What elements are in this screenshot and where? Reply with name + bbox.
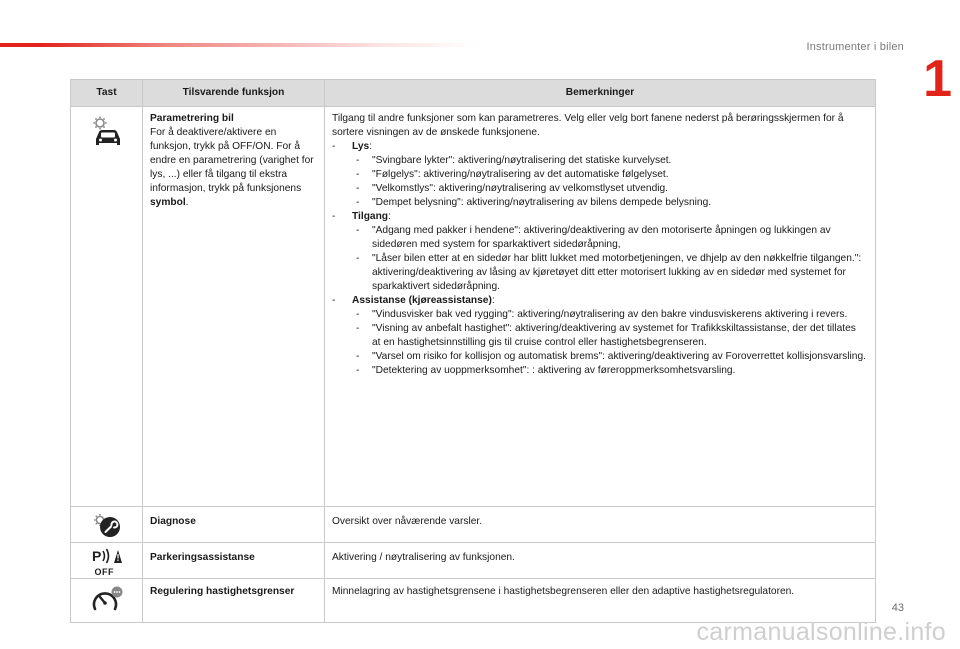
settings-group-assistance: - Assistanse (kjøreassistanse): - "Vindusvisker bak ved rygging": aktivering/nøytralisering av den bakre vindusviskerens aktivering i revers. - "Visning av anbefalt hastighet": aktivering/deaktivering av systemet for Trafikkskiltassistanse, der det tillates at en hastighetsinnstilling gis til cruise control eller hastighetsbegrenseren. - "Varsel om risiko for kollisjon og automatisk brems": aktivering/deaktivering av Foroverrettet kollisjonsvarsling. - "Detektering av uoppmerksomhet": : aktivering av føreroppmerksomhetsvarsling. xyxy=(332,295,866,376)
function-cell xyxy=(143,507,325,543)
watermark: carmanualsonline.info xyxy=(696,618,946,646)
settings-group-lights: - Lys: - "Svingbare lykter": aktivering/nøytralisering det statiske kurvelyset. - "Følgelys": aktivering/nøytralisering av det automatiske følgelyset. - "Velkomstlys": aktivering/nøytralisering av velkomstlyset utvendig. - "Dempet belysning": aktivering/nøytralisering av bilens dempede belysning. xyxy=(332,140,867,210)
key-cell xyxy=(71,107,143,507)
column-header-remarks: Bemerkninger xyxy=(325,80,876,107)
list-item: - "Svingbare lykter": aktivering/nøytralisering det statiske kurvelyset. xyxy=(356,155,672,166)
remark-cell: Oversikt over nåværende varsler. xyxy=(325,507,876,543)
function-cell xyxy=(143,579,325,623)
column-header-function: Tilsvarende funksjon xyxy=(143,80,325,107)
settings-group-access: - Tilgang: - "Adgang med pakker i hendene": aktivering/deaktivering av den motoriserte åpningen og lukkingen av sidedøren med system for sparkaktivert sidedøråpning, - "Låser bilen etter at en sidedør har blitt lukket med motorbetjeningen, ve dhjelp av den nøkkelfrie tilgangen.": aktivering/deaktivering av låsing av kjøretøyet ditt etter motorisert lukking av en sidedør med systemet for sparkaktivert sidedøråpning. xyxy=(332,210,867,294)
settings-group-list xyxy=(332,140,867,378)
page-number: 43 xyxy=(891,602,904,614)
column-header-key: Tast xyxy=(71,80,143,107)
off-label: OFF xyxy=(94,567,114,577)
chapter-number: 1 xyxy=(923,50,952,108)
table-row xyxy=(71,107,876,507)
assistance-items xyxy=(352,308,867,378)
function-title: Regulering hastighetsgrenser xyxy=(150,586,295,597)
key-cell xyxy=(71,507,143,543)
parking-sensor-off-icon xyxy=(89,547,125,577)
car-settings-icon xyxy=(90,115,124,149)
remark-cell xyxy=(325,107,876,507)
list-item: - "Adgang med pakker i hendene": aktivering/deaktivering av den motoriserte åpningen og lukkingen av sidedøren med system for sparkaktivert sidedøråpning, xyxy=(356,225,831,250)
controls-table xyxy=(70,79,876,623)
lights-items xyxy=(352,154,867,210)
list-item: - "Følgelys": aktivering/nøytralisering av det automatiske følgelyset. xyxy=(356,169,669,180)
list-item: - "Varsel om risiko for kollisjon og automatisk brems": aktivering/deaktivering av Foroverrettet kollisjonsvarsling. xyxy=(356,351,866,362)
list-item: - "Låser bilen etter at en sidedør har blitt lukket med motorbetjeningen, ve dhjelp av den nøkkelfrie tilgangen.": aktivering/deaktivering av låsing av kjøretøyet ditt etter motorisert lukking av en sidedør med systemet for sparkaktivert sidedøråpning. xyxy=(356,253,862,292)
section-title: Instrumenter i bilen xyxy=(806,41,904,53)
key-cell xyxy=(71,579,143,623)
table-row xyxy=(71,507,876,543)
table-header-row xyxy=(71,80,876,107)
function-title: Parkeringsassistanse xyxy=(150,552,255,563)
list-item: - "Dempet belysning": aktivering/nøytralisering av bilens dempede belysning. xyxy=(356,197,712,208)
table-row xyxy=(71,543,876,579)
function-cell xyxy=(143,543,325,579)
list-item: - "Velkomstlys": aktivering/nøytralisering av velkomstlyset utvendig. xyxy=(356,183,668,194)
function-cell xyxy=(143,107,325,507)
remark-cell: Aktivering / nøytralisering av funksjonen. xyxy=(325,543,876,579)
list-item: - "Visning av anbefalt hastighet": aktivering/deaktivering av systemet for Trafikkskiltassistanse, der det tillates at en hastighetsinnstilling gis til cruise control eller hastighetsbegrenseren. xyxy=(356,323,856,348)
access-items xyxy=(352,224,867,294)
key-cell xyxy=(71,543,143,579)
function-title: Diagnose xyxy=(150,516,196,527)
remark-intro: Tilgang til andre funksjoner som kan parametreres. Velg eller velg bort fanene nederst på berøringsskjermen for å sortere visningen av de ønskede funksjonene. xyxy=(332,113,844,138)
remark-cell: Minnelagring av hastighetsgrensene i hastighetsbegrenseren eller den adaptive hastighetsregulatoren. xyxy=(325,579,876,623)
speed-limiter-icon xyxy=(90,585,124,615)
table-row xyxy=(71,579,876,623)
list-item: - "Detektering av uoppmerksomhet": : aktivering av føreroppmerksomhetsvarsling. xyxy=(356,365,736,376)
function-title: Parametrering bil xyxy=(150,113,234,124)
function-description: For å deaktivere/aktivere en funksjon, trykk på OFF/ON. For å endre en parametrering (varighet for lys, ...) eller få tilgang til ekstra informasjon, trykk på funksjonens symbol. xyxy=(150,127,314,208)
list-item: - "Vindusvisker bak ved rygging": aktivering/nøytralisering av den bakre vindusviskerens aktivering i revers. xyxy=(356,309,848,320)
header-accent-bar xyxy=(0,43,480,47)
diagnostic-wrench-icon xyxy=(92,513,122,539)
svg-text:P: P xyxy=(91,548,101,564)
